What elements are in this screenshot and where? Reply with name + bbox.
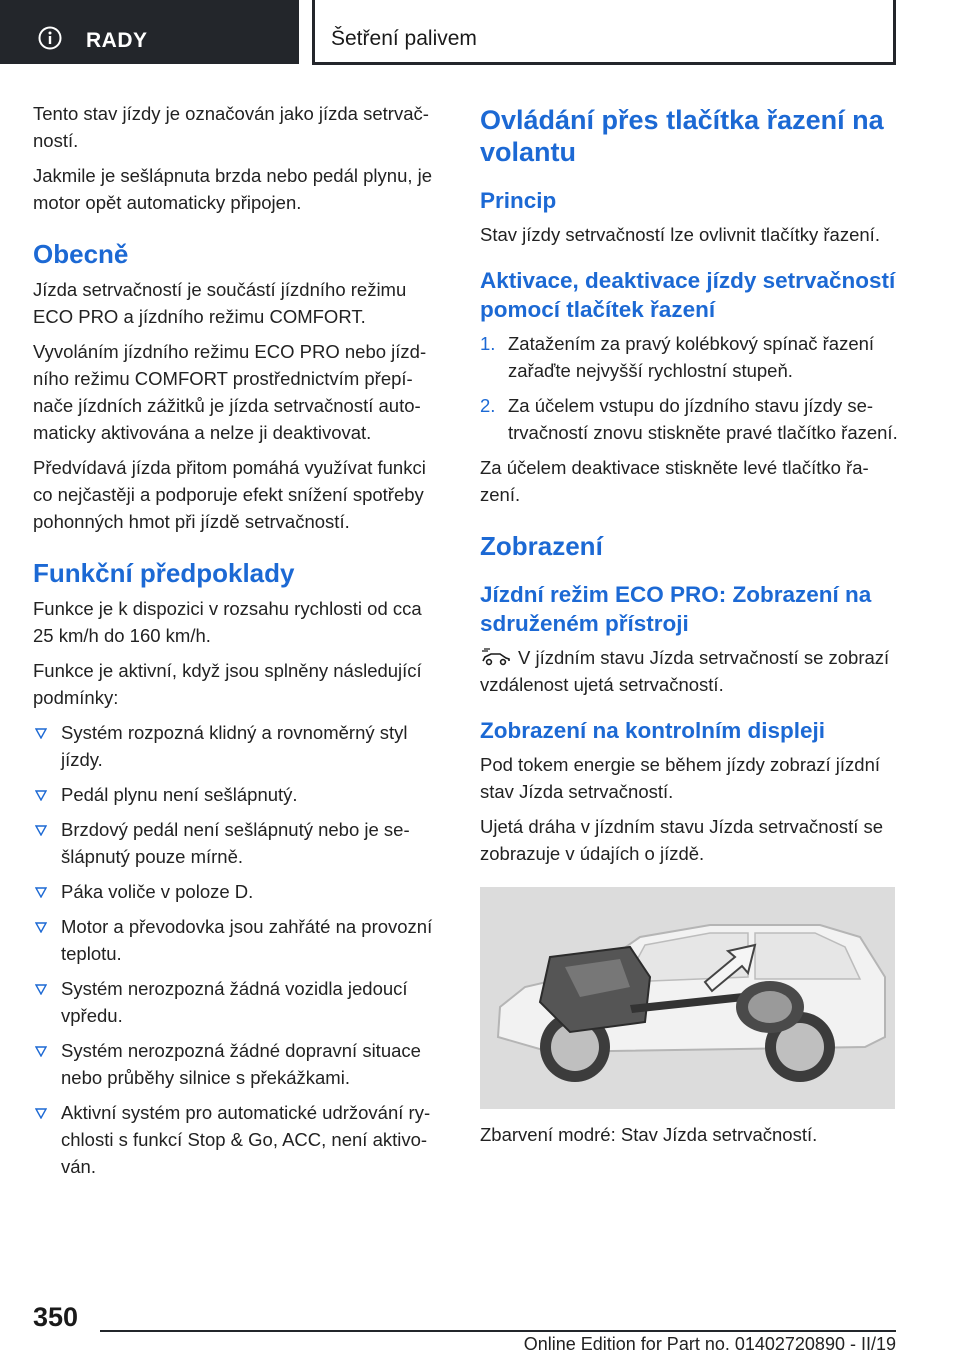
step-item — [480, 330, 900, 384]
list-item — [33, 878, 443, 905]
step-number: 1. — [480, 333, 496, 354]
step-number: 2. — [480, 395, 496, 416]
paragraph: Předvídavá jízda přitom pomáhá využívat funkci co nejčastěji a podporuje efekt snížení spotřeby pohonných hmot při jízdě setrvačností. — [33, 457, 426, 532]
paragraph: Vyvoláním jízdního režimu ECO PRO nebo jízdního režimu COMFORT prostřednictvím přepínače jízdních zážitků je jízda setrvačností automaticky aktivována a nelze ji deaktivovat. — [33, 341, 427, 443]
list-item-text: Systém nerozpozná žádné dopravní situace nebo průběhy silnice s překážkami. — [61, 1040, 421, 1088]
paragraph: Jízda setrvačností je součástí jízdního režimu ECO PRO a jízdního režimu COMFORT. — [33, 279, 407, 327]
list-item-text: Motor a převodovka jsou zahřáté na provozní teplotu. — [61, 916, 433, 964]
list-item-text: Pedál plynu není sešlápnutý. — [61, 784, 298, 805]
list-item — [33, 816, 443, 870]
triangle-bullet-icon — [35, 887, 47, 898]
car-coasting-illustration — [480, 887, 895, 1109]
list-item-text: Páka voliče v poloze D. — [61, 881, 254, 902]
chapter-tab — [312, 0, 896, 65]
list-item-text: Brzdový pedál není sešlápnutý nebo je sešlápnutý pouze mírně. — [61, 819, 410, 867]
step-text: Za účelem vstupu do jízdního stavu jízdy setrvačností znovu stiskněte pravé tlačítko řazení. — [508, 395, 898, 443]
paragraph: Funkce je k dispozici v rozsahu rychlosti od cca 25 km/h do 160 km/h. — [33, 598, 422, 646]
paragraph: Ujetá dráha v jízdním stavu Jízda setrvačností se zobrazuje v údajích o jízdě. — [480, 816, 884, 864]
car-illustration-icon — [480, 887, 895, 1109]
paragraph: Jakmile je sešlápnuta brzda nebo pedál plynu, je motor opět automaticky připojen. — [33, 165, 433, 213]
list-item-text: Systém nerozpozná žádná vozidla jedoucí vpředu. — [61, 978, 408, 1026]
left-column — [33, 100, 443, 1188]
paragraph — [480, 644, 900, 698]
coasting-car-icon — [480, 648, 512, 666]
conditions-list — [33, 719, 443, 1180]
list-item — [33, 913, 443, 967]
figure-caption: Zbarvení modré: Stav Jízda setrvačností. — [480, 1124, 818, 1145]
paragraph: Funkce je aktivní, když jsou splněny následující podmínky: — [33, 660, 422, 708]
heading-shift-paddles: Ovládání přes tlačítka řazení na volantu — [480, 105, 884, 167]
edition-info: Online Edition for Part no. 01402720890 - II/19 — [523, 1334, 896, 1354]
triangle-bullet-icon — [35, 1108, 47, 1119]
heading-control-display: Zobrazení na kontrolním displeji — [480, 718, 826, 743]
triangle-bullet-icon — [35, 922, 47, 933]
list-item-text: Systém rozpozná klidný a rovnoměrný styl jízdy. — [61, 722, 408, 770]
list-item — [33, 975, 443, 1029]
paragraph: Za účelem deaktivace stiskněte levé tlačítko řazení. — [480, 457, 869, 505]
triangle-bullet-icon — [35, 790, 47, 801]
chapter-title: Šetření palivem — [331, 27, 477, 50]
triangle-bullet-icon — [35, 1046, 47, 1057]
triangle-bullet-icon — [35, 825, 47, 836]
list-item-text: Aktivní systém pro automatické udržování rychlosti s funkcí Stop & Go, ACC, není aktivován. — [61, 1102, 431, 1177]
heading-eco-pro-display: Jízdní režim ECO PRO: Zobrazení na sdruženém přístroji — [480, 582, 872, 636]
step-item — [480, 392, 900, 446]
triangle-bullet-icon — [35, 984, 47, 995]
heading-principle: Princip — [480, 188, 557, 213]
heading-activation: Aktivace, deaktivace jízdy setrvačností pomocí tlačítek řazení — [480, 268, 896, 322]
triangle-bullet-icon — [35, 728, 47, 739]
right-column — [480, 100, 900, 1156]
paragraph: Pod tokem energie se během jízdy zobrazí jízdní stav Jízda setrvačností. — [480, 754, 881, 802]
list-item — [33, 781, 443, 808]
step-text: Zatažením za pravý kolébkový spínač řazení zařaďte nejvyšší rychlostní stupeň. — [508, 333, 875, 381]
eco-text: V jízdním stavu Jízda setrvačností se zobrazí vzdálenost ujetá setrvačností. — [480, 647, 890, 695]
heading-requirements: Funkční předpoklady — [33, 558, 295, 588]
heading-display: Zobrazení — [480, 531, 603, 561]
heading-general: Obecně — [33, 239, 129, 269]
footer-divider — [100, 1330, 896, 1332]
page-number: 350 — [33, 1302, 79, 1332]
list-item — [33, 1037, 443, 1091]
info-icon — [38, 26, 62, 50]
paragraph: Stav jízdy setrvačností lze ovlivnit tlačítky řazení. — [480, 224, 880, 245]
paragraph: Tento stav jízdy je označován jako jízda setrvačností. — [33, 103, 429, 151]
header-section-tab — [0, 0, 299, 64]
list-item — [33, 1099, 443, 1180]
steps-list — [480, 330, 900, 446]
section-title: RADY — [86, 29, 148, 52]
list-item — [33, 719, 443, 773]
